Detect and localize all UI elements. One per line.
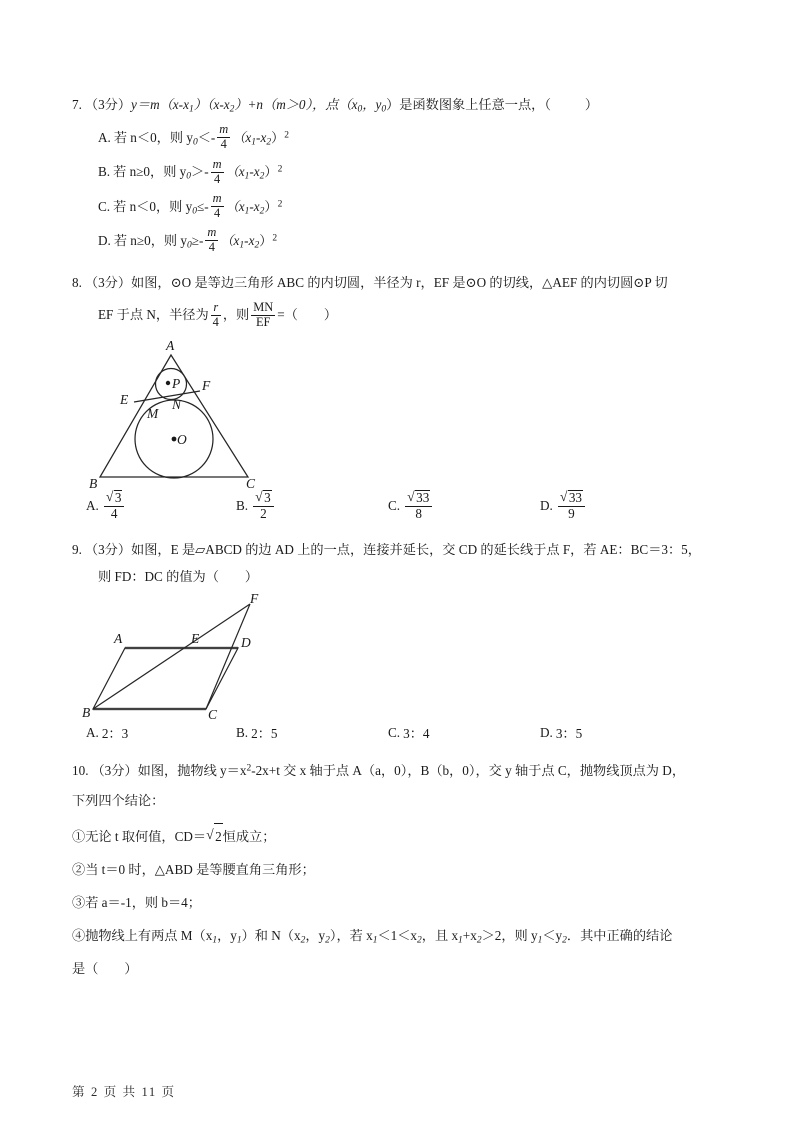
question-9-figure	[80, 591, 731, 719]
q8-opt-b-fraction	[253, 490, 274, 522]
option-c-tail-close: ）	[264, 198, 278, 214]
label-F: F	[202, 377, 211, 393]
q8-opt-a-num	[104, 490, 125, 507]
sqrt-icon: √ 3	[255, 490, 272, 506]
c4-p5: ），若 x	[329, 927, 373, 943]
q8-ratio-num: MN	[253, 299, 274, 314]
label-A: A	[166, 337, 175, 353]
q8-opt-c-label: C.	[388, 497, 401, 513]
conclusion-1-text-b: 恒成立；	[222, 828, 276, 844]
option-a-minus: -	[210, 129, 216, 145]
c4-p2: ，y	[217, 927, 237, 943]
q8-radius-num: r	[211, 301, 221, 316]
q8-opt-c-den: 8	[415, 505, 422, 521]
question-10-conclusion-4	[72, 923, 731, 950]
sqrt-icon: √ 33	[407, 490, 430, 506]
marker-1: ①	[72, 828, 86, 844]
q7-sub1: 1	[188, 104, 194, 115]
c4-s6: 2	[417, 935, 422, 946]
q10-line2: 下列四个结论：	[72, 792, 165, 808]
option-a-sub: 0	[192, 137, 198, 148]
question-8-stem-line1	[72, 270, 731, 296]
option-c-tail-s2: 2	[259, 206, 265, 217]
q9-line2: 则 FD：DC 的值为（	[98, 569, 219, 585]
option-d-denominator: 4	[208, 240, 215, 255]
c4-s3: 2	[300, 935, 306, 946]
option-a-cond: 若 n＜0，则 y	[113, 129, 193, 145]
option-c-denominator: 4	[214, 205, 221, 220]
label-B: B	[89, 475, 98, 488]
q7-p6: -	[219, 97, 224, 112]
q7-p3: -	[178, 97, 184, 112]
question-10-answer-line[interactable]	[72, 956, 731, 981]
option-c-minus: -	[204, 198, 209, 214]
q7-p7: x	[223, 97, 230, 112]
q7-p10: ，y	[362, 97, 382, 112]
option-d-fraction	[205, 226, 218, 255]
question-9-stem-line1	[72, 537, 731, 562]
option-d-tail1: （x	[220, 232, 240, 248]
question-10-stem-line2	[72, 788, 731, 813]
option-c-label: C.	[98, 198, 111, 214]
q8-line2b: ，则	[222, 307, 250, 323]
c4-p7: ，且 x	[421, 927, 459, 943]
q10-line1a: 如图，抛物线 y＝x	[137, 763, 247, 779]
question-7-marks: （3分）	[84, 97, 132, 112]
option-c-sub: 0	[192, 206, 197, 217]
question-8-number: 8.	[72, 275, 82, 291]
c4-s4: 2	[325, 935, 330, 946]
question-10-conclusion-3	[72, 890, 731, 915]
question-9-option-b[interactable]	[236, 723, 388, 742]
c4-s1: 1	[212, 935, 218, 946]
q8-opt-b-den: 2	[260, 505, 267, 521]
q9-opt-b-value: 2：5	[251, 726, 278, 742]
option-d-minus: -	[199, 232, 204, 248]
option-b-power: 2	[277, 164, 283, 175]
c4-s10: 2	[562, 935, 567, 946]
c4-s9: 1	[537, 935, 543, 946]
c4-s5: 1	[372, 935, 378, 946]
q10-line1b: -2x+t 交 x 轴于点 A（a，0），B（b，0），交 y 轴于点 C，抛物线顶点为 D，	[251, 763, 686, 779]
c4-s8: 2	[476, 935, 482, 946]
option-c-tail-mid: -	[249, 198, 254, 214]
q9-opt-c-label: C.	[388, 724, 401, 740]
label-E: E	[191, 631, 200, 647]
option-b-rel: ＞	[191, 164, 205, 180]
question-9-option-c[interactable]	[388, 723, 540, 742]
q8-opt-b-label: B.	[236, 497, 249, 513]
q9-opt-b-label: B.	[236, 724, 249, 740]
option-c-tail1: （x	[225, 198, 245, 214]
option-a-tail1: （x	[232, 129, 252, 145]
option-d-power: 2	[272, 233, 278, 244]
option-d-tail-x2: x	[248, 232, 255, 248]
option-d-sub: 0	[187, 240, 192, 251]
question-9-option-d[interactable]	[540, 723, 582, 742]
q8-ratio-fraction	[251, 301, 275, 330]
option-d-tail-s2: 2	[254, 240, 260, 251]
q8-opt-a-fraction	[104, 490, 125, 522]
option-b-fraction	[211, 158, 224, 187]
option-b-label: B.	[98, 164, 111, 180]
q8-opt-b-num	[253, 490, 274, 507]
option-b-tail-s2: 2	[259, 171, 265, 182]
label-E: E	[120, 391, 129, 407]
question-7-option-d[interactable]	[72, 224, 731, 258]
q10-line1-sup: 2	[246, 763, 252, 774]
c4-p1: 抛物线上有两点 M（x	[85, 927, 213, 943]
option-a-tail-mid: -	[256, 129, 261, 145]
question-8-option-c[interactable]	[388, 490, 540, 522]
question-8-marks: （3分）	[84, 275, 132, 291]
q9-opt-d-value: 3：5	[555, 726, 583, 742]
sqrt-icon	[206, 823, 223, 849]
option-b-numerator: m	[212, 156, 222, 171]
q8-line2a: EF 于点 N，半径为	[98, 307, 209, 323]
question-10-conclusion-1	[72, 823, 731, 849]
marker-4: ④	[72, 927, 86, 943]
q7-p5: ）（x	[193, 97, 220, 112]
q7-sub2: 2	[229, 104, 235, 115]
option-b-tail-s1: 1	[244, 171, 250, 182]
question-8-stem-line2	[72, 298, 731, 332]
option-b-tail-close: ）	[264, 164, 278, 180]
question-7	[72, 92, 731, 258]
label-A: A	[114, 631, 123, 647]
question-10-conclusion-2	[72, 857, 731, 882]
option-b-cond: 若 n≥0，则 y	[113, 164, 187, 180]
q7-p1: y＝m	[131, 97, 160, 112]
sqrt-icon: √ 33	[560, 490, 583, 506]
option-d-numerator: m	[207, 225, 217, 240]
q8-opt-d-den: 9	[568, 505, 575, 521]
page-footer: 第 2 页 共 11 页	[72, 1085, 176, 1099]
label-C: C	[208, 707, 218, 720]
question-8	[72, 270, 731, 521]
segment-fc	[206, 604, 250, 709]
q7-p9: （m＞0），点（x	[263, 97, 358, 112]
label-F: F	[250, 591, 259, 607]
q7-p8: ）+n	[234, 97, 264, 112]
option-d-label: D.	[98, 232, 111, 248]
option-c-tail-x2: x	[253, 198, 260, 214]
center-point-p	[166, 381, 170, 385]
q8-opt-d-fraction	[558, 490, 585, 522]
question-10-stem-line1	[72, 758, 731, 783]
incircle-p	[156, 368, 187, 399]
q7-p4: x	[183, 97, 189, 112]
option-b-minus: -	[204, 164, 209, 180]
q8-line2d: ）	[323, 307, 337, 323]
option-a-numerator: m	[219, 122, 229, 137]
option-d-rel: ≥	[191, 232, 200, 248]
c4-p11: ．其中正确的结论	[566, 927, 673, 943]
parallelogram-diagram	[80, 591, 310, 719]
q8-line1: 如图，⊙O 是等边三角形 ABC 的内切圆，半径为 r，EF 是⊙O 的切线，△AEF 的内切圆⊙P 切	[131, 275, 668, 291]
question-8-options	[72, 490, 731, 522]
q9-opt-d-label: D.	[540, 724, 553, 740]
question-7-option-c[interactable]	[72, 190, 731, 224]
q8-opt-c-num	[405, 490, 432, 507]
c4-p8: +x	[462, 927, 477, 943]
q9-line1: 如图，E 是▱ABCD 的边 AD 上的一点，连接并延长，交 CD 的延长线于点 F，若 AE：BC＝3：5，	[131, 542, 701, 558]
option-b-sub: 0	[186, 171, 192, 182]
option-b-tail1: （x	[225, 164, 245, 180]
conclusion-2-text: 当 t＝0 时，△ABD 是等腰直角三角形；	[85, 861, 315, 877]
conclusion-3-text: 若 a＝-1，则 b＝4；	[85, 894, 201, 910]
option-c-fraction	[211, 192, 224, 221]
question-9-options	[72, 723, 731, 742]
c4-s2: 1	[236, 935, 242, 946]
question-10	[72, 758, 731, 980]
center-point-o	[172, 436, 177, 441]
question-8-option-b[interactable]	[236, 490, 388, 522]
parallelogram-abcd	[93, 648, 238, 709]
option-c-numerator: m	[212, 191, 222, 206]
question-7-number: 7.	[72, 97, 82, 112]
question-7-option-a[interactable]	[72, 121, 731, 155]
q8-radius-den: 4	[212, 314, 219, 329]
c4-s7: 1	[458, 935, 463, 946]
c4-p6: ＜1＜x	[377, 927, 418, 943]
q9-opt-a-label: A.	[86, 724, 99, 740]
q7-p12: ）	[584, 97, 599, 112]
equilateral-triangle-incircle-diagram	[78, 336, 278, 488]
q8-ratio-den: EF	[255, 314, 271, 329]
label-M: M	[147, 405, 159, 421]
option-b-tail-x2: x	[253, 164, 260, 180]
label-N: N	[172, 396, 182, 412]
q8-opt-d-label: D.	[540, 497, 553, 513]
q9-opt-c-value: 3：4	[403, 726, 430, 742]
option-d-tail-mid: -	[244, 232, 249, 248]
label-P: P	[172, 375, 181, 391]
triangle-abc	[100, 355, 248, 477]
label-D: D	[241, 635, 251, 651]
option-a-fraction	[217, 123, 230, 152]
option-d-cond: 若 n≥0，则 y	[113, 232, 188, 248]
conclusion-1-text-a: 无论 t 取何值，CD＝	[85, 828, 207, 844]
q8-line2c: =（	[277, 307, 298, 323]
option-d-tail-close: ）	[259, 232, 273, 248]
question-10-number: 10.	[72, 763, 89, 779]
c4-p3: ）和 N（x	[241, 927, 301, 943]
option-c-power: 2	[277, 198, 283, 209]
c4-p9: ＞2，则 y	[481, 927, 538, 943]
conclusion-1-radicand: 2	[214, 823, 223, 849]
label-O: O	[177, 431, 187, 447]
question-9-stem-line2	[72, 564, 731, 589]
question-9-number: 9.	[72, 542, 82, 558]
marker-3: ③	[72, 894, 86, 910]
option-b-tail-mid: -	[249, 164, 254, 180]
option-a-denominator: 4	[220, 137, 227, 152]
q10-answer-prompt: 是（	[72, 960, 99, 976]
q10-answer-close: ）	[124, 960, 138, 976]
option-d-tail-s1: 1	[239, 240, 245, 251]
option-a-tail-close: ）	[271, 129, 285, 145]
q8-opt-d-num	[558, 490, 585, 507]
question-8-option-d[interactable]	[540, 490, 587, 522]
option-a-label: A.	[98, 129, 111, 145]
option-b-denominator: 4	[214, 171, 221, 186]
q7-p2: （x	[159, 97, 179, 112]
q7-p11: ）是函数图象上任意一点，（	[386, 97, 551, 112]
label-B: B	[82, 705, 91, 720]
option-a-tail-s1: 1	[251, 137, 257, 148]
option-a-power: 2	[284, 130, 289, 141]
question-10-marks: （3分）	[91, 763, 138, 779]
marker-2: ②	[72, 861, 86, 877]
option-a-rel: ＜	[197, 129, 211, 145]
question-8-figure	[78, 336, 731, 488]
c4-p4: ，y	[305, 927, 326, 943]
sqrt-icon: √ 3	[106, 490, 123, 506]
question-7-stem	[72, 92, 731, 119]
question-9-marks: （3分）	[84, 542, 132, 558]
q8-opt-c-fraction	[405, 490, 432, 522]
option-a-tail-x2: x	[260, 129, 267, 145]
q7-sub3: 0	[357, 104, 363, 115]
q9-line2-close: ）	[244, 569, 259, 585]
question-8-option-a[interactable]	[86, 490, 236, 522]
c4-p10: ＜y	[542, 927, 563, 943]
q8-opt-a-label: A.	[86, 497, 99, 513]
option-c-tail-s1: 1	[244, 206, 250, 217]
q8-radius-fraction	[211, 301, 221, 330]
option-c-rel: ≤	[196, 198, 205, 214]
segment-bf	[93, 604, 250, 709]
q9-opt-a-value: 2：3	[101, 726, 129, 742]
question-9-option-a[interactable]	[86, 723, 236, 742]
option-c-cond: 若 n＜0，则 y	[113, 198, 193, 214]
label-C: C	[246, 475, 256, 488]
q8-opt-a-den: 4	[110, 505, 118, 521]
question-9	[72, 537, 731, 742]
q7-sub4: 0	[381, 104, 387, 115]
option-a-tail-s2: 2	[266, 137, 272, 148]
question-7-option-b[interactable]	[72, 155, 731, 189]
